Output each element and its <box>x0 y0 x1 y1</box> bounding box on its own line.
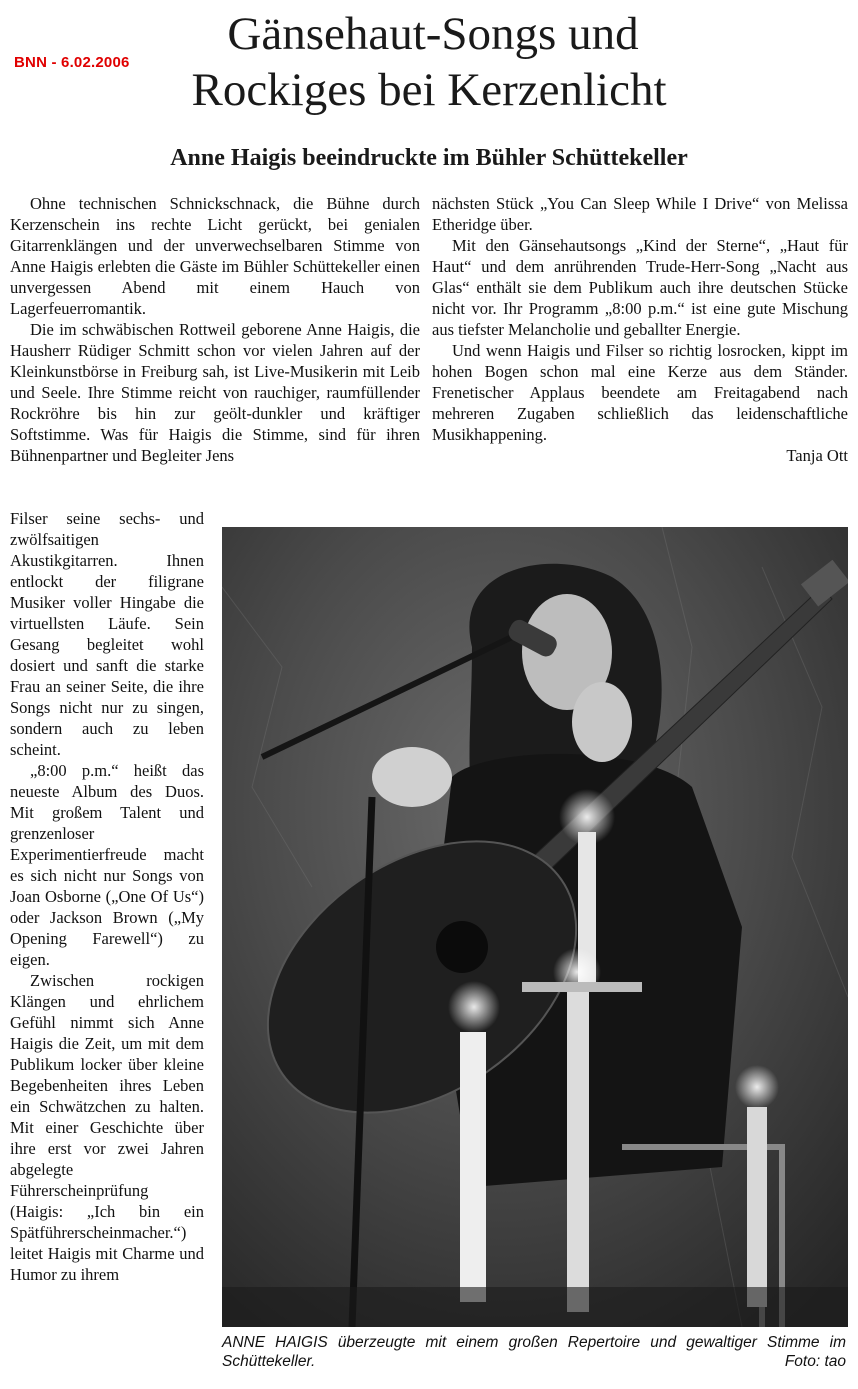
photo-caption <box>222 1333 846 1371</box>
paragraph: Und wenn Haigis und Filser so richtig losrocken, kippt im hohen Bogen schon mal eine Kerze aus dem Ständer. Frenetischer Applaus beendete am Freitagabend nach mehreren Zugaben schließlich das leidenschaftliche Musikhappening. <box>432 341 848 444</box>
paragraph: Ohne technischen Schnickschnack, die Bühne durch Kerzenschein ins rechte Licht gerückt, bei genialen Gitarrenklängen und der unverwechselbaren Stimme von Anne Haigis erlebten die Gäste im Bühler Schüttekeller einen unvergessen Abend mit einem Hauch von Lagerfeuerromantik. <box>10 194 420 318</box>
paragraph: Filser seine sechs- und zwölfsaitigen Akustikgitarren. Ihnen entlockt der filigrane Musiker voller Hingabe die virtuellsten Läufe. Sein Gesang begleitet wohl dosiert und sanft die starke Frau an seiner Seite, die ihre Songs nicht nur zu singen, sondern auch zu leben scheint. <box>10 509 204 759</box>
headline-line-2: Rockiges bei Kerzenlicht <box>191 64 667 116</box>
article-column-narrow <box>10 508 204 1285</box>
concert-photo-illustration <box>222 527 848 1327</box>
paragraph: „8:00 p.m.“ heißt das neueste Album des Duos. Mit großem Talent und grenzenloser Experimentierfreude macht es sich nicht nur Songs von Joan Osborne („One Of Us“) oder Jackson Brown („My Opening Farewell“) zu eigen. <box>10 761 204 969</box>
paragraph: Zwischen rockigen Klängen und ehrlichem Gefühl nimmt sich Anne Haigis die Zeit, um mit dem Publikum locker über kleine Begebenheiten ihres Leben ein Schwätzchen zu halten. Mit einer Geschichte über ihre erst vor zwei Jahren abgelegte Führerscheinprüfung (Haigis: „Ich bin ein Spätführerscheinmacher.“) leitet Haigis mit Charme und Humor zu ihrem <box>10 971 204 1284</box>
headline <box>0 6 858 118</box>
article-column-left <box>10 193 420 466</box>
headline-line-1: Gänsehaut-Songs und <box>227 8 639 60</box>
caption-text: ANNE HAIGIS überzeugte mit einem großen Repertoire und gewaltiger Stimme im Schüttekeller. <box>222 1334 846 1370</box>
photo-credit: Foto: tao <box>784 1353 846 1370</box>
date-stamp: BNN - 6.02.2006 <box>14 54 130 71</box>
subheadline: Anne Haigis beeindruckte im Bühler Schüttekeller <box>170 145 688 171</box>
author-byline: Tanja Ott <box>786 446 848 465</box>
paragraph: Die im schwäbischen Rottweil geborene Anne Haigis, die Hausherr Rüdiger Schmitt schon vor vielen Jahren auf der Kleinkunstbörse in Freiburg sah, ist Live-Musikerin mit Leib und Seele. Ihre Stimme reicht von rauchiger, raumfüllender Rockröhre bis hin zur geölt-dunkler und kräftiger Softstimme. Was für Haigis die Stimme, sind für ihren Bühnenpartner und Begleiter Jens <box>10 320 420 465</box>
concert-photo <box>222 527 848 1327</box>
article-column-right <box>432 193 848 466</box>
paragraph: Mit den Gänsehautsongs „Kind der Sterne“, „Haut für Haut“ und dem anrührenden Trude-Herr-Song „Nacht aus Glas“ enthält sie dem Publikum auch ihre deutschen Stücke nicht vor. Ihr Programm „8:00 p.m.“ ist eine gute Mischung aus tiefster Melancholie und geballter Energie. <box>432 236 848 339</box>
paragraph: nächsten Stück „You Can Sleep While I Drive“ von Melissa Etheridge über. <box>432 194 848 234</box>
